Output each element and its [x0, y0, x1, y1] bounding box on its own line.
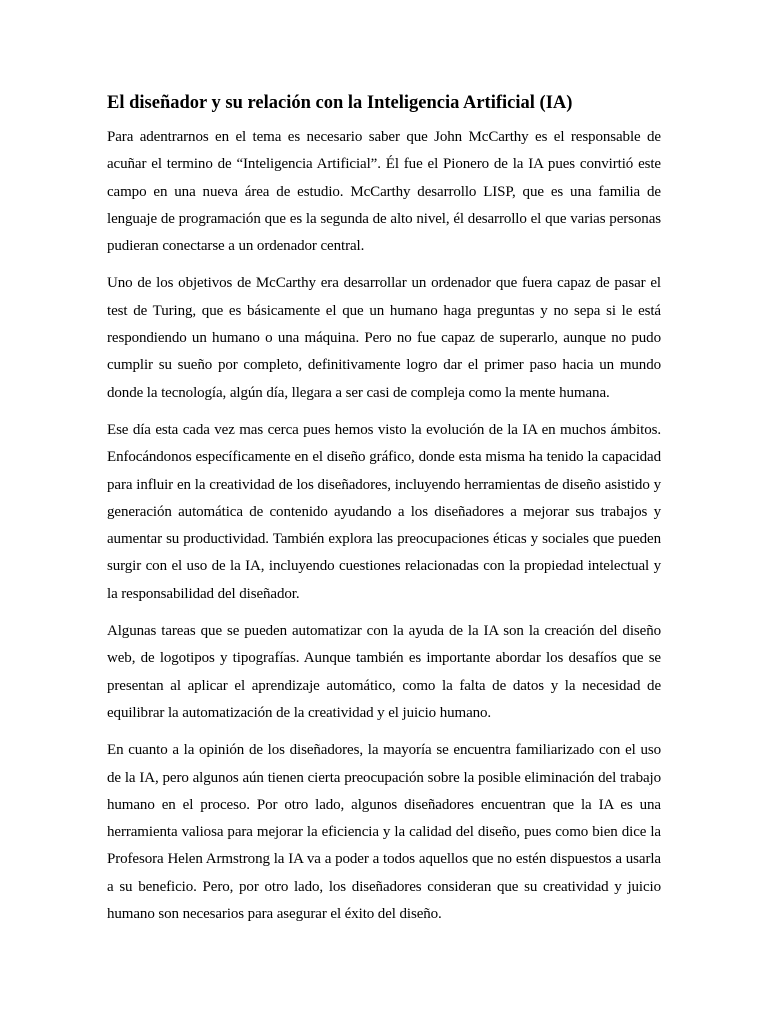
paragraph-2: Uno de los objetivos de McCarthy era desarrollar un ordenador que fuera capaz de pasar el test de Turing, que es básicamente el que un humano haga preguntas y no sepa si le está respondiendo un humano o una máquina. Pero no fue capaz de superarlo, aunque no pudo cumplir su sueño por completo, definitivamente logro dar el primer paso hacia un mundo donde la tecnología, algún día, llegara a ser casi de compleja como la mente humana. — [107, 275, 661, 401]
document-title: El diseñador y su relación con la Inteligencia Artificial (IA) — [107, 93, 573, 113]
document-body — [107, 91, 661, 938]
paragraph-5: En cuanto a la opinión de los diseñadores, la mayoría se encuentra familiarizado con el uso de la IA, pero algunos aún tienen cierta preocupación sobre la posible eliminación del trabajo humano en el proceso. Por otro lado, algunos diseñadores encuentran que la IA es una herramienta valiosa para mejorar la eficiencia y la calidad del diseño, pues como bien dice la Profesora Helen Armstrong la IA va a poder a todos aquellos que no estén dispuestos a usarla a su beneficio. Pero, por otro lado, los diseñadores consideran que su creatividad y juicio humano son necesarios para asegurar el éxito del diseño. — [107, 742, 661, 923]
paragraph-1: Para adentrarnos en el tema es necesario saber que John McCarthy es el responsable de acuñar el termino de “Inteligencia Artificial”. Él fue el Pionero de la IA pues convirtió este campo en una nueva área de estudio. McCarthy desarrollo LISP, que es una familia de lenguaje de programación que es la segunda de alto nivel, él desarrollo el que varias personas pudieran conectarse a un ordenador central. — [107, 129, 661, 255]
paragraph-4: Algunas tareas que se pueden automatizar con la ayuda de la IA son la creación del diseño web, de logotipos y tipografías. Aunque también es importante abordar los desafíos que se presentan al aplicar el aprendizaje automático, como la falta de datos y la necesidad de equilibrar la automatización de la creatividad y el juicio humano. — [107, 623, 661, 721]
paragraph-3: Ese día esta cada vez mas cerca pues hemos visto la evolución de la IA en muchos ámbitos. Enfocándonos específicamente en el diseño gráfico, donde esta misma ha tenido la capacidad para influir en la creatividad de los diseñadores, incluyendo herramientas de diseño asistido y generación automática de contenido ayudando a los diseñadores a mejorar sus trabajos y aumentar su productividad. También explora las preocupaciones éticas y sociales que pueden surgir con el uso de la IA, incluyendo cuestiones relacionadas con la propiedad intelectual y la responsabilidad del diseñador. — [107, 421, 661, 602]
